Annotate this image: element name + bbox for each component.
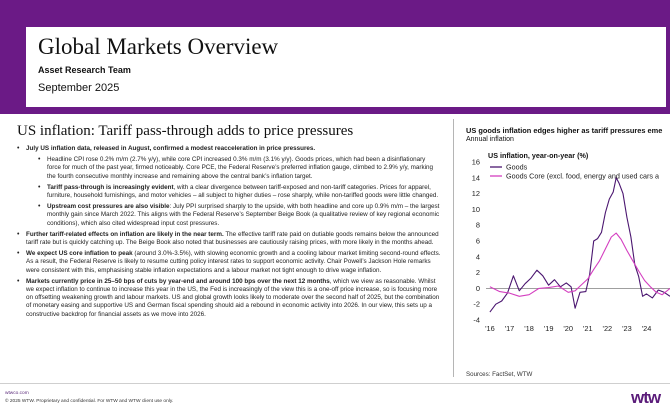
legend-label: Goods xyxy=(506,162,528,172)
sub-bullet-text: , with a clear divergence between tariff-exposed and non-tariff categories. Prices for apparel, furniture, household furnishings, and motor vehicles – all subject to higher duties – rose sharply, while non-tariffed goods were little changed. xyxy=(47,183,439,200)
sub-bullet-item xyxy=(26,184,441,200)
x-tick-label: '20 xyxy=(563,324,574,333)
footer-copyright: © 2025 WTW. Proprietary and confidential. For WTW and WTW client use only. xyxy=(5,399,174,404)
y-tick-label: 16 xyxy=(471,157,480,167)
x-tick-label: '21 xyxy=(582,324,593,333)
sub-bullet-item xyxy=(26,156,441,181)
header-band xyxy=(0,0,670,114)
y-tick-label: -2 xyxy=(473,299,480,309)
bullet-item xyxy=(17,145,441,228)
sub-bullet-list xyxy=(26,156,441,228)
x-tick-label: '17 xyxy=(504,324,515,333)
bullet-bold: Further tariff-related effects on inflation are likely in the near term. xyxy=(26,230,224,238)
y-tick-label: 12 xyxy=(471,189,480,199)
sub-bullet-item xyxy=(26,203,441,228)
x-tick-label: '23 xyxy=(622,324,632,333)
bullet-item xyxy=(17,250,441,275)
x-axis-labels xyxy=(485,324,651,333)
bullet-item xyxy=(17,231,441,247)
wtw-logo: wtw xyxy=(631,388,661,407)
chart-source: Sources: FactSet, WTW xyxy=(466,371,533,378)
legend-label: Goods Core (excl. food, energy and used cars a xyxy=(506,171,660,181)
y-tick-label: 8 xyxy=(475,220,480,230)
bullet-list xyxy=(17,145,441,319)
goods-core-series-line xyxy=(490,233,670,296)
sub-bullet-text: Headline CPI rose 0.2% m/m (2.7% y/y), while core CPI increased 0.3% m/m (3.1% y/y). Goods prices, which had been a disinflationary force for much of the past year, firmed noticeably. Core PCE, the Federal Reserve’s preferred inflation gauge, climbed to 2.9% y/y, marking the fourth consecutive monthly increase and remaining above the central bank’s inflation target. xyxy=(47,156,434,180)
bullet-text: The effective tariff rate paid on dutiable goods remains below the announced tariff rate but is quickly catching up. The Beige Book also noted that businesses are cautiously raising prices, with more likely in the months ahead. xyxy=(26,230,439,247)
bullet-bold: July US inflation data, released in August, confirmed a modest reacceleration in price pressures. xyxy=(26,145,316,152)
bullet-text: (around 3.0%-3.5%), with slowing economic growth and a cooling labour market limiting second-round effects. As a result, the Federal Reserve is likely to resume cutting policy interest rates to support economic activity. Chair Powell’s Jackson Hole remarks were consistent with this, emphasising stable inflation expectations and a labour market not tight enough to drive wage inflation. xyxy=(26,250,441,274)
bullet-bold: We expect US core inflation to peak xyxy=(26,250,133,258)
title-box xyxy=(26,27,666,107)
chart-title: US inflation, year-on-year (%) xyxy=(488,151,589,160)
column-divider xyxy=(453,119,454,377)
x-tick-label: '22 xyxy=(602,324,613,333)
y-tick-label: 10 xyxy=(471,204,480,214)
chart-legend xyxy=(490,163,659,181)
goods-series-line xyxy=(490,178,670,312)
sub-bullet-text: : July PPI surprised sharply to the upside, with both headline and core up 0.9% m/m – the largest monthly gain since March 2022. This aligns with the Federal Reserve’s September Beige Book (a qualitative review of key regional economic conditions), which also cited widespread input cost pressures. xyxy=(47,203,440,227)
y-tick-label: -4 xyxy=(473,315,480,325)
sub-bullet-bold: Upstream cost pressures are also visible xyxy=(47,203,170,211)
section-heading: US inflation: Tariff pass-through adds to price pressures xyxy=(17,123,354,139)
y-tick-label: 2 xyxy=(475,268,480,278)
footer-url[interactable]: wtwco.com xyxy=(5,391,29,396)
y-tick-label: 0 xyxy=(475,283,480,293)
bullet-text: , which we view as reasonable. Whilst we expect inflation to continue to increase this year in the US, the Fed is increasingly of the view this is a one-off price increase, so is focusing more on offsetting weakening growth and labour markets. US and global growth looks likely to moderate over the second half of 2025, but the combination of monetary easing and supportive US and German fiscal spending should aid a rebound in economic activity into 2026. In our view, this sets up a constructive backdrop for financial assets as we move into 2026. xyxy=(26,277,440,318)
x-tick-label: '18 xyxy=(524,324,534,333)
chart-panel-title: US goods inflation edges higher as tariff pressures eme xyxy=(466,126,663,135)
x-tick-label: '19 xyxy=(543,324,554,333)
x-tick-label: '24 xyxy=(641,324,652,333)
footer-divider xyxy=(0,383,670,384)
inflation-line-chart xyxy=(456,146,670,368)
chart-panel-subtitle: Annual inflation xyxy=(466,136,514,143)
y-axis-labels xyxy=(472,158,480,325)
team-name: Asset Research Team xyxy=(38,65,131,75)
y-tick-label: 6 xyxy=(475,236,480,246)
y-tick-label: 14 xyxy=(471,173,480,183)
series-lines xyxy=(490,178,670,312)
report-date: September 2025 xyxy=(38,82,120,94)
sub-bullet-bold: Tariff pass-through is increasingly evident xyxy=(47,183,174,191)
page-title: Global Markets Overview xyxy=(38,34,279,59)
y-tick-label: 4 xyxy=(475,252,480,262)
bullet-item xyxy=(17,278,441,319)
bullet-content xyxy=(17,145,441,322)
x-tick-label: '16 xyxy=(485,324,495,333)
bullet-bold: Markets currently price in 25–50 bps of cuts by year-end and around 100 bps over the next 12 months xyxy=(26,277,330,285)
